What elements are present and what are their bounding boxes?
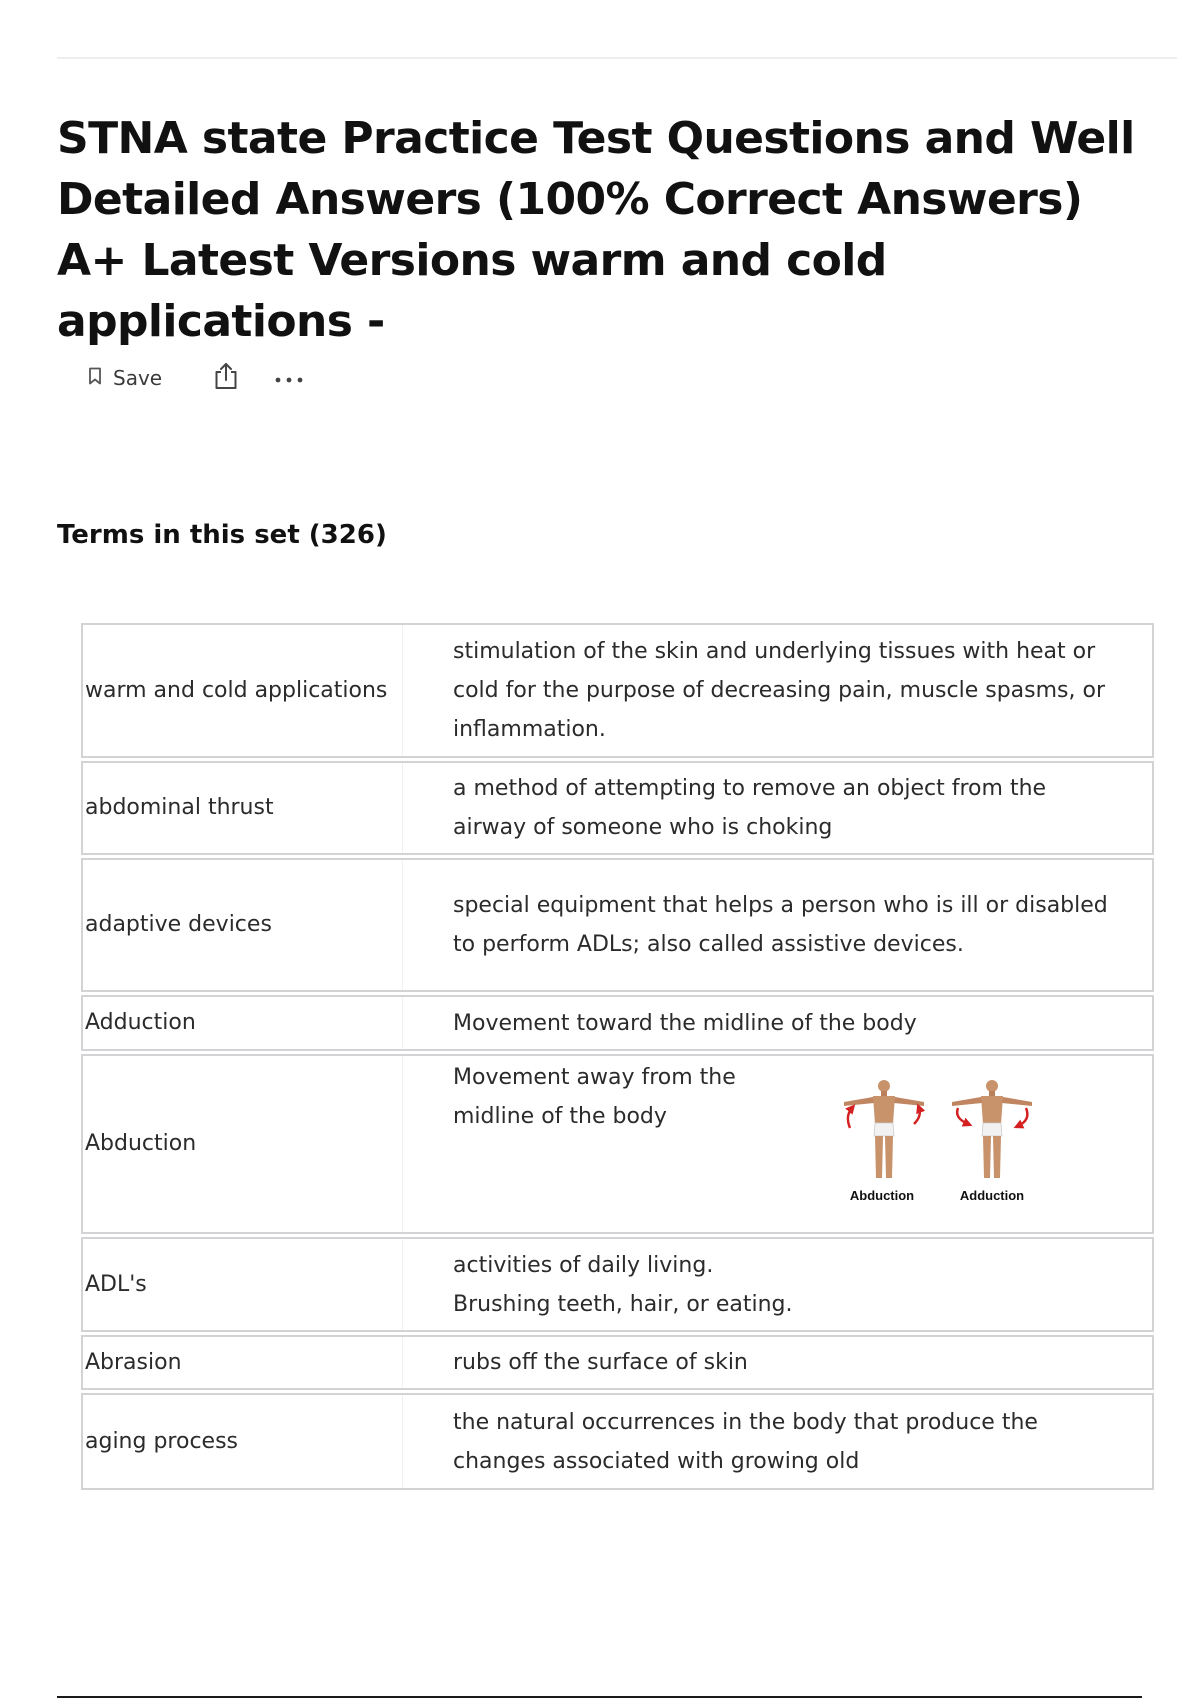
term-cell: aging process [83,1395,403,1488]
term-cell: warm and cold applications [83,625,403,756]
save-button[interactable] [84,362,166,394]
terms-heading: Terms in this set (326) [57,520,387,550]
bottom-divider [57,1696,1142,1698]
term-row [81,761,1154,855]
term-cell: adaptive devices [83,860,403,990]
term-cell: Adduction [83,997,403,1049]
definition-cell: special equipment that helps a person who is ill or disabled to perform ADLs; also called assistive devices. [453,893,1108,957]
more-icon [274,369,304,388]
adduction-caption: Adduction [959,1188,1025,1203]
terms-table [81,623,1154,1493]
definition-cell: the natural occurrences in the body that produce the changes associated with growing old [453,1409,1038,1474]
term-row [81,1335,1154,1390]
share-button[interactable] [212,361,240,395]
definition-cell: Movement toward the midline of the body [453,1010,917,1036]
save-label: Save [113,366,163,390]
abduction-adduction-figure [842,1078,1042,1208]
term-cell: ADL's [83,1239,403,1330]
term-row [81,1237,1154,1332]
more-options-button[interactable] [274,369,304,388]
action-bar [84,358,304,398]
page-title: STNA state Practice Test Questions and Well Detailed Answers (100% Correct Answers) A+ Latest Versions warm and cold applications - [57,113,1135,347]
definition-line: Brushing teeth, hair, or eating. [453,1291,793,1317]
definition-cell: stimulation of the skin and underlying tissues with heat or cold for the purpose of decreasing pain, muscle spasms, or inflammation. [453,639,1105,742]
definition-cell [403,1239,1152,1330]
term-row [81,858,1154,992]
definition-text: Movement away from the midline of the body [453,1065,736,1129]
term-cell: abdominal thrust [83,763,403,853]
term-row [81,1054,1154,1234]
term-cell: Abrasion [83,1337,403,1388]
definition-cell [403,1056,1152,1232]
term-row [81,1393,1154,1490]
share-icon [212,361,240,395]
term-row [81,623,1154,758]
adduction-figure [952,1080,1032,1203]
abduction-caption: Abduction [849,1188,915,1203]
term-cell: Abduction [83,1056,403,1232]
abduction-figure [844,1080,924,1203]
definition-cell: a method of attempting to remove an object from the airway of someone who is choking [453,776,1047,840]
term-row [81,995,1154,1051]
top-divider [57,57,1177,59]
definition-line: activities of daily living. [453,1252,714,1278]
bookmark-icon [88,367,102,389]
definition-cell: rubs off the surface of skin [453,1350,748,1375]
